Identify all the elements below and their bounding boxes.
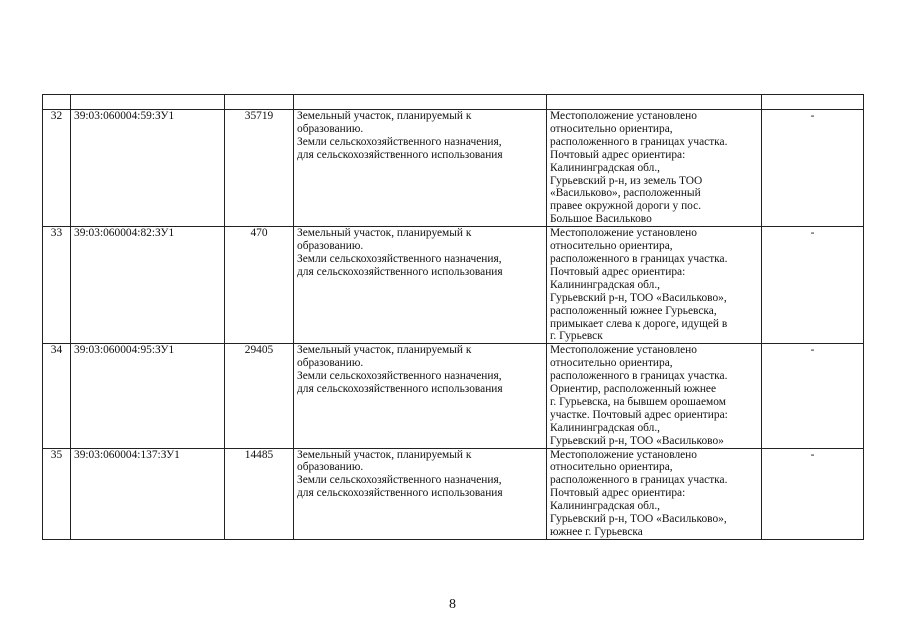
location-cell-line: Почтовый адрес ориентира:	[550, 148, 686, 161]
description-cell	[294, 227, 547, 344]
cadastral-number-cell: 39:03:060004:82:ЗУ1	[71, 227, 225, 344]
table-row	[43, 448, 864, 539]
header-cell-cadastral	[71, 95, 225, 110]
header-cell-description	[294, 95, 547, 110]
location-cell-line: «Васильково», расположенный	[550, 187, 701, 200]
description-cell-line: образованию.	[297, 240, 364, 253]
location-cell-line: относительно ориентира,	[550, 461, 673, 474]
table-row	[43, 344, 864, 448]
location-cell-line: Гурьевский р-н, ТОО «Васильково»	[550, 434, 724, 447]
location-cell-line: Местоположение установлено	[550, 110, 697, 122]
note-cell: -	[762, 448, 864, 539]
description-cell-line: для сельскохозяйственного использования	[297, 487, 503, 500]
location-cell-line: Гурьевский р-н, из земель ТОО	[550, 174, 703, 187]
note-cell: -	[762, 227, 864, 344]
location-cell-line: правее окружной дороги у пос.	[550, 200, 702, 213]
description-cell-line: образованию.	[297, 461, 364, 474]
table-header-row	[43, 95, 864, 110]
location-cell-line: Местоположение установлено	[550, 227, 697, 240]
cadastral-number-cell: 39:03:060004:95:ЗУ1	[71, 344, 225, 448]
area-cell: 14485	[225, 448, 294, 539]
area-cell: 29405	[225, 344, 294, 448]
location-cell-line: Калининградская обл.,	[550, 500, 661, 513]
description-cell-line: Земли сельскохозяйственного назначения,	[297, 474, 502, 487]
description-cell-line: для сельскохозяйственного использования	[297, 265, 503, 278]
location-cell-line: г. Гурьевска, на бывшем орошаемом	[550, 395, 726, 408]
location-cell-line: Калининградская обл.,	[550, 421, 661, 434]
table-body	[43, 95, 864, 540]
cadastral-number-cell: 39:03:060004:137:ЗУ1	[71, 448, 225, 539]
location-cell-line: расположенного в границах участка.	[550, 252, 728, 265]
description-cell-line: Земельный участок, планируемый к	[297, 448, 472, 461]
header-cell-note	[762, 95, 864, 110]
location-cell-line: Местоположение установлено	[550, 344, 697, 357]
location-cell-line: расположенного в границах участка.	[550, 474, 728, 487]
row-number-cell: 34	[43, 344, 71, 448]
location-cell-line: Гурьевский р-н, ТОО «Васильково»,	[550, 513, 727, 526]
description-cell-line: Земли сельскохозяйственного назначения,	[297, 252, 502, 265]
location-cell	[547, 110, 762, 227]
description-cell-line: Земельный участок, планируемый к	[297, 344, 472, 357]
location-cell	[547, 448, 762, 539]
location-cell-line: Почтовый адрес ориентира:	[550, 265, 686, 278]
location-cell-line: расположенный южнее Гурьевска,	[550, 304, 717, 317]
location-cell-line: расположенного в границах участка.	[550, 135, 728, 148]
location-cell-line: Гурьевский р-н, ТОО «Васильково»,	[550, 291, 727, 304]
area-cell: 470	[225, 227, 294, 344]
note-cell: -	[762, 110, 864, 227]
header-cell-number	[43, 95, 71, 110]
row-number-cell: 35	[43, 448, 71, 539]
description-cell-line: образованию.	[297, 122, 364, 135]
area-cell: 35719	[225, 110, 294, 227]
description-cell-line: Земли сельскохозяйственного назначения,	[297, 370, 502, 383]
note-cell: -	[762, 344, 864, 448]
description-cell-line: для сельскохозяйственного использования	[297, 383, 503, 396]
location-cell-line: расположенного в границах участка.	[550, 370, 728, 383]
description-cell	[294, 110, 547, 227]
description-cell-line: Земли сельскохозяйственного назначения,	[297, 135, 502, 148]
description-cell-line: для сельскохозяйственного использования	[297, 148, 503, 161]
description-cell-line: Земельный участок, планируемый к	[297, 110, 472, 122]
cadastral-number-cell: 39:03:060004:59:ЗУ1	[71, 110, 225, 227]
description-cell	[294, 448, 547, 539]
location-cell-line: относительно ориентира,	[550, 122, 673, 135]
description-cell	[294, 344, 547, 448]
location-cell-line: относительно ориентира,	[550, 240, 673, 253]
location-cell-line: южнее г. Гурьевска	[550, 526, 643, 538]
row-number-cell: 33	[43, 227, 71, 344]
location-cell-line: Ориентир, расположенный южнее	[550, 383, 717, 396]
location-cell-line: г. Гурьевск	[550, 330, 603, 343]
page-number: 8	[449, 597, 456, 612]
location-cell-line: Почтовый адрес ориентира:	[550, 487, 686, 500]
row-number-cell: 32	[43, 110, 71, 227]
location-cell	[547, 227, 762, 344]
table-row	[43, 110, 864, 227]
location-cell-line: Большое Васильково	[550, 213, 652, 226]
table-row	[43, 227, 864, 344]
header-cell-location	[547, 95, 762, 110]
description-cell-line: образованию.	[297, 357, 364, 370]
location-cell-line: относительно ориентира,	[550, 357, 673, 370]
land-plots-table	[42, 94, 864, 540]
location-cell-line: Местоположение установлено	[550, 448, 697, 461]
header-cell-area	[225, 95, 294, 110]
location-cell-line: Калининградская обл.,	[550, 278, 661, 291]
location-cell	[547, 344, 762, 448]
location-cell-line: примыкает слева к дороге, идущей в	[550, 317, 728, 330]
location-cell-line: Калининградская обл.,	[550, 161, 661, 174]
location-cell-line: участке. Почтовый адрес ориентира:	[550, 408, 728, 421]
description-cell-line: Земельный участок, планируемый к	[297, 227, 472, 240]
